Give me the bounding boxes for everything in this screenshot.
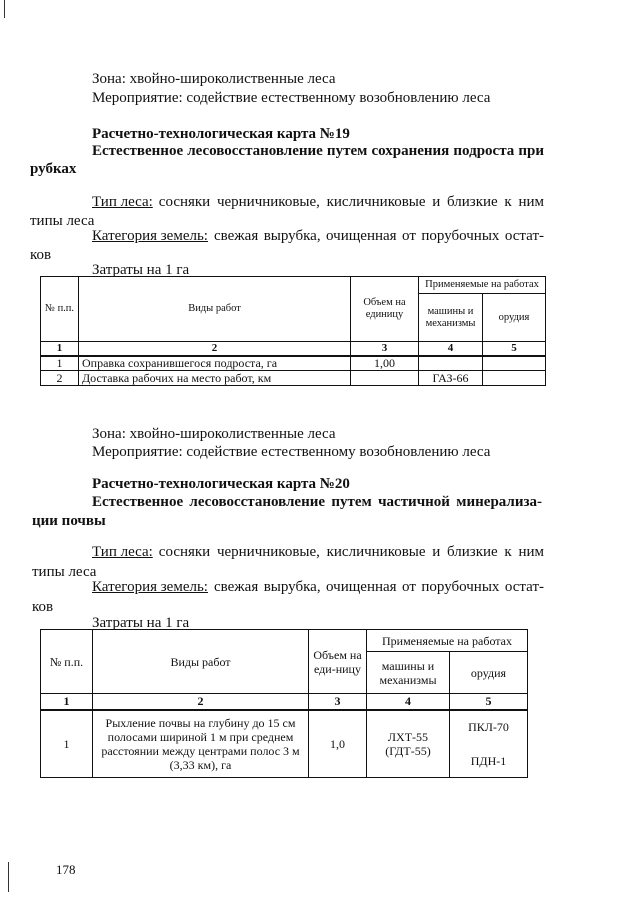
tool-name: ПДН-1 — [470, 753, 507, 768]
cell-work: Рыхление почвы на глубину до 15 см полосами шириной 1 м при среднем расстоянии между центрами полос 3 м (3,33 км), га — [93, 710, 309, 778]
land-category-label: Категория земель: — [92, 579, 208, 595]
col-header-volume: Объем на еди-ницу — [309, 630, 367, 694]
col-header-machines: машины и механизмы — [419, 294, 483, 342]
costs-label: Затраты на 1 га — [92, 615, 190, 631]
col-header-tools: орудия — [483, 294, 546, 342]
cell-work: Доставка рабочих на место работ, км — [79, 371, 351, 386]
forest-type-value: сосняки черничниковые, кисличниковые и близкие к ним — [158, 194, 544, 210]
land-category-cont: ков — [30, 247, 52, 263]
col-number: 4 — [419, 342, 483, 356]
cell-machines — [367, 710, 450, 778]
forest-type — [92, 193, 544, 211]
forest-type-label: Тип леса: — [92, 194, 153, 210]
forest-type-cont: типы леса — [30, 213, 95, 229]
cell-tools — [483, 371, 546, 386]
col-number: 5 — [483, 342, 546, 356]
card-subtitle-cont: ции почвы — [32, 513, 106, 529]
col-header-machines: машины и механизмы — [367, 652, 450, 694]
card-subtitle: Естественное лесовосстановление путем частичной минерализа- — [92, 494, 542, 510]
cell-no: 1 — [41, 356, 79, 371]
machine-name: ЛХТ-55 — [387, 729, 429, 744]
col-number: 2 — [79, 342, 351, 356]
col-number: 2 — [93, 694, 309, 710]
zone-text: Зона: хвойно-широколиственные леса — [92, 71, 336, 87]
page-number: 178 — [56, 862, 76, 877]
card-title: Расчетно-технологическая карта №20 — [92, 476, 350, 492]
land-category — [92, 227, 544, 245]
cell-no: 1 — [41, 710, 93, 778]
machine-alt-name: (ГДТ-55) — [385, 743, 431, 758]
cell-tools — [450, 710, 528, 778]
col-number: 1 — [41, 694, 93, 710]
col-number: 5 — [450, 694, 528, 710]
col-header-applied: Применяемые на работах — [367, 630, 528, 652]
scan-edge-mark-bottom — [8, 862, 9, 892]
forest-type — [92, 543, 544, 561]
land-category-value: свежая вырубка, очищенная от порубочных остат- — [213, 228, 544, 244]
col-header-volume: Объем на единицу — [351, 277, 419, 342]
table-row — [41, 371, 546, 386]
land-category-label: Категория земель: — [92, 228, 208, 244]
cell-tools — [483, 356, 546, 371]
cell-volume: 1,0 — [309, 710, 367, 778]
land-category — [92, 578, 544, 596]
cell-machines: ГАЗ-66 — [419, 371, 483, 386]
table-row — [41, 710, 528, 778]
tech-card-19-table — [40, 276, 546, 386]
card-subtitle-cont: рубках — [30, 161, 77, 177]
col-header-no: № п.п. — [41, 277, 79, 342]
measure-text: Мероприятие: содействие естественному возобновлению леса — [92, 90, 491, 106]
land-category-cont: ков — [32, 599, 54, 615]
cell-work: Оправка сохранившегося подроста, га — [79, 356, 351, 371]
measure-text: Мероприятие: содействие естественному возобновлению леса — [92, 444, 491, 460]
col-number: 3 — [351, 342, 419, 356]
cell-no: 2 — [41, 371, 79, 386]
col-number: 3 — [309, 694, 367, 710]
forest-type-value: сосняки черничниковые, кисличниковые и близкие к ним — [158, 544, 544, 560]
land-category-value: свежая вырубка, очищенная от порубочных остат- — [213, 579, 544, 595]
forest-type-label: Тип леса: — [92, 544, 153, 560]
cell-machines — [419, 356, 483, 371]
card-title: Расчетно-технологическая карта №19 — [92, 126, 350, 142]
col-header-no: № п.п. — [41, 630, 93, 694]
tool-name: ПКЛ-70 — [468, 719, 509, 734]
col-number: 4 — [367, 694, 450, 710]
col-header-work: Виды работ — [93, 630, 309, 694]
costs-label: Затраты на 1 га — [92, 262, 190, 278]
cell-volume: 1,00 — [351, 356, 419, 371]
forest-type-cont: типы леса — [32, 564, 97, 580]
col-header-work: Виды работ — [79, 277, 351, 342]
cell-volume — [351, 371, 419, 386]
col-header-tools: орудия — [450, 652, 528, 694]
zone-text: Зона: хвойно-широколиственные леса — [92, 426, 336, 442]
table-row — [41, 356, 546, 371]
tech-card-20-table — [40, 629, 528, 778]
card-subtitle: Естественное лесовосстановление путем сохранения подроста при — [92, 143, 544, 159]
scan-edge-mark-top — [4, 0, 5, 18]
col-number: 1 — [41, 342, 79, 356]
col-header-applied: Применяемые на работах — [419, 277, 546, 294]
